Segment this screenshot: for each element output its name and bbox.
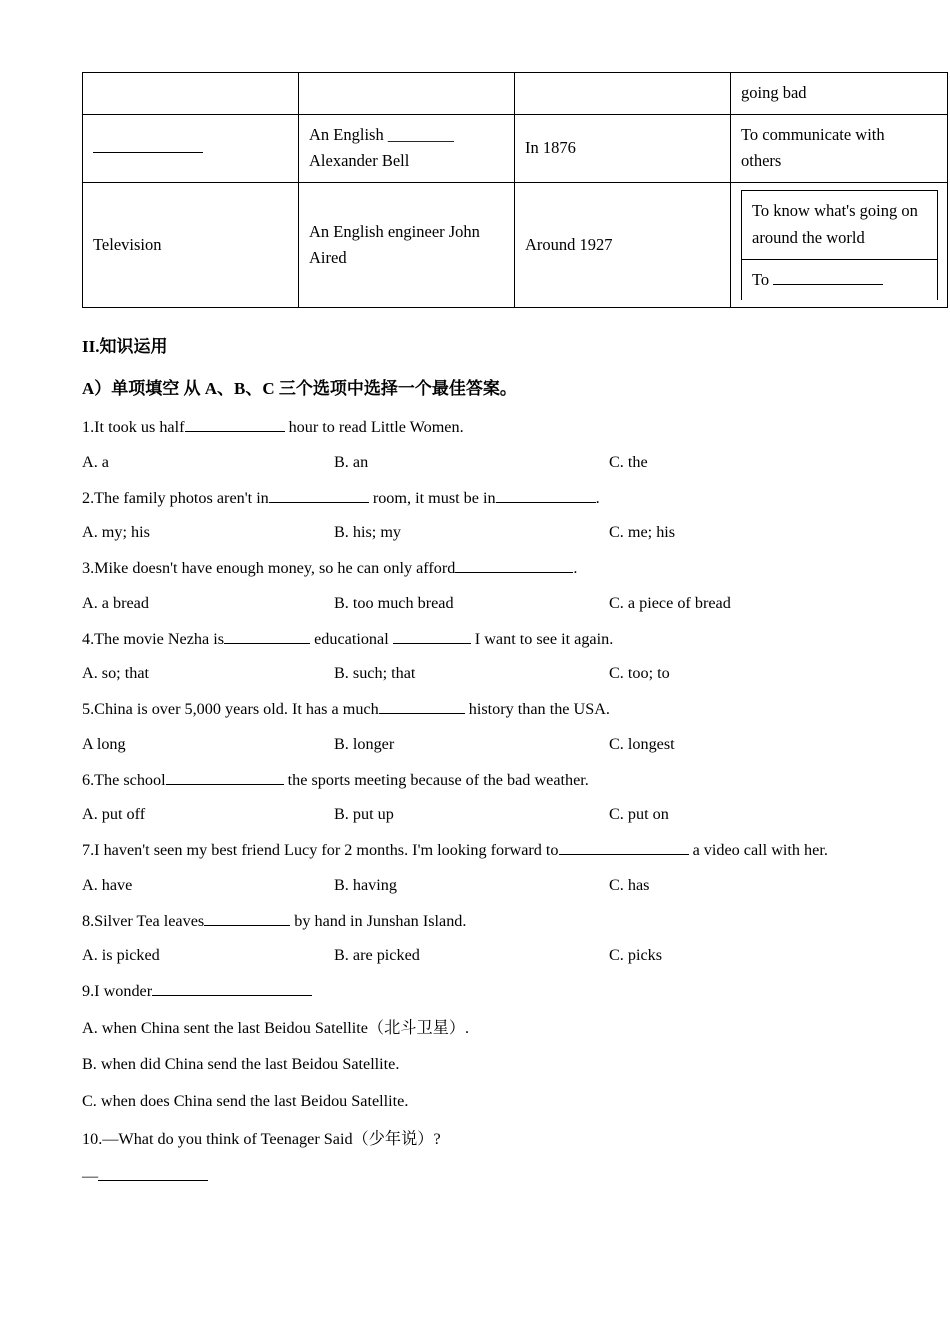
question-stem: —What do you think of Teenager Said（少年说）?: [102, 1130, 441, 1149]
question-stem-tail: the sports meeting because of the bad weather.: [287, 770, 589, 789]
option-c[interactable]: C. a piece of bread: [609, 593, 731, 612]
answer-blank: [224, 643, 310, 644]
option-c[interactable]: C. put on: [609, 805, 669, 824]
purpose-known: [742, 191, 938, 259]
table-cell-purpose: [731, 114, 948, 182]
question-stem-tail: a video call with her.: [692, 841, 828, 860]
inventor-line-2: Aired: [309, 248, 347, 268]
table-row: [83, 183, 948, 308]
question-stem: Mike doesn't have enough money, so he can only afford: [94, 559, 456, 578]
question-stem-tail: .: [595, 488, 600, 507]
question-8: [82, 910, 868, 933]
invention-info-table: [82, 72, 948, 308]
option-a[interactable]: A. a: [82, 452, 109, 471]
option-a[interactable]: A. have: [82, 875, 133, 894]
answer-blank: [455, 572, 573, 573]
question-stem: The movie Nezha is: [94, 629, 225, 648]
question-1: [82, 416, 868, 439]
dash-marker: —: [82, 1166, 99, 1185]
subsection-title-parta: A）单项填空 从 A、B、C 三个选项中选择一个最佳答案。: [82, 378, 517, 398]
question-10: [82, 1128, 868, 1151]
table-cell-time: [515, 73, 731, 115]
question-2: [82, 487, 868, 510]
option-b[interactable]: B. such; that: [334, 664, 416, 683]
question-stem: It took us half: [94, 418, 185, 437]
question-number: 5.: [82, 700, 95, 719]
table-cell-time: In 1876: [515, 114, 731, 182]
option-b[interactable]: B. an: [334, 452, 369, 471]
options-row-5: [82, 735, 868, 754]
question-number: 6.: [82, 770, 95, 789]
section-title-part2: II.知识运用: [82, 337, 168, 357]
question-stem: I wonder: [94, 982, 153, 1001]
fill-blank: [773, 284, 883, 285]
question-stem-tail: history than the USA.: [468, 700, 610, 719]
table-cell-name: Television: [83, 183, 299, 308]
option-b[interactable]: B. too much bread: [334, 593, 454, 612]
options-row-7: [82, 876, 868, 895]
purpose-subrow: [742, 191, 938, 259]
answer-blank: [98, 1180, 208, 1181]
option-b[interactable]: B. his; my: [334, 523, 402, 542]
question-number: 8.: [82, 911, 95, 930]
answer-blank: [379, 713, 465, 714]
question-stem-tail: .: [573, 559, 578, 578]
options-row-2: [82, 523, 868, 542]
table-cell-name: [83, 114, 299, 182]
purpose-subtable: [741, 190, 938, 300]
inventor-line-1: An English engineer John: [309, 221, 480, 241]
answer-blank: [559, 854, 689, 855]
purpose-line-1: To know what's going on: [752, 201, 918, 221]
option-a[interactable]: A long: [82, 734, 126, 753]
option-c[interactable]: C. too; to: [609, 664, 670, 683]
purpose-line-1: To communicate with: [741, 124, 885, 144]
option-c[interactable]: C. me; his: [609, 523, 676, 542]
fill-blank: [93, 152, 203, 153]
question-stem-tail: I want to see it again.: [474, 629, 614, 648]
answer-blank: [152, 995, 312, 996]
answer-blank: [269, 502, 369, 503]
question-number: 10.: [82, 1130, 103, 1149]
option-c[interactable]: C. picks: [609, 946, 663, 965]
purpose-line-2: around the world: [752, 227, 865, 247]
option-a[interactable]: A. is picked: [82, 946, 160, 965]
question-stem-tail: by hand in Junshan Island.: [294, 911, 467, 930]
question-stem: China is over 5,000 years old. It has a much: [94, 700, 379, 719]
question-number: 3.: [82, 559, 95, 578]
options-row-4: [82, 664, 868, 683]
table-cell-name: [83, 73, 299, 115]
option-b[interactable]: B. put up: [334, 805, 394, 824]
question-10-answer-line: [82, 1165, 868, 1188]
option-b[interactable]: B. are picked: [334, 946, 420, 965]
answer-blank: [166, 784, 284, 785]
question-stem: Silver Tea leaves: [94, 911, 205, 930]
table-cell-time: Around 1927: [515, 183, 731, 308]
option-b[interactable]: B. having: [334, 875, 397, 894]
purpose-blank: To: [742, 259, 938, 300]
question-number: 1.: [82, 418, 95, 437]
options-row-3: [82, 594, 868, 613]
option-b[interactable]: B. longer: [334, 734, 395, 753]
option-a[interactable]: A. so; that: [82, 664, 149, 683]
table-cell-purpose: [731, 183, 948, 308]
question-9: [82, 980, 868, 1003]
option-c[interactable]: C. has: [609, 875, 650, 894]
purpose-subrow: [742, 259, 938, 300]
option-b[interactable]: B. when did China send the last Beidou Satellite.: [82, 1055, 400, 1074]
question-6: [82, 769, 868, 792]
options-row-1: [82, 453, 868, 472]
question-4: [82, 628, 868, 651]
purpose-line-2: others: [741, 151, 782, 171]
question-number: 2.: [82, 488, 95, 507]
question-stem: I haven't seen my best friend Lucy for 2 months. I'm looking forward to: [94, 841, 559, 860]
options-row-6: [82, 805, 868, 824]
table-cell-inventor: [299, 183, 515, 308]
option-a[interactable]: A. put off: [82, 805, 146, 824]
option-c[interactable]: C. longest: [609, 734, 675, 753]
question-5: [82, 698, 868, 721]
question-number: 9.: [82, 982, 95, 1001]
options-row-8: [82, 946, 868, 965]
answer-blank: [393, 643, 471, 644]
table-row: [83, 114, 948, 182]
option-c[interactable]: C. when does China send the last Beidou Satellite.: [82, 1091, 409, 1110]
answer-blank: [496, 502, 596, 503]
option-c[interactable]: C. the: [609, 452, 648, 471]
table-row: [83, 73, 948, 115]
question-7: [82, 839, 868, 862]
question-stem-tail: hour to read Little Women.: [288, 418, 464, 437]
table-cell-inventor: [299, 73, 515, 115]
question-number: 7.: [82, 841, 95, 860]
option-a[interactable]: A. when China sent the last Beidou Satellite（北斗卫星）.: [82, 1018, 470, 1037]
table-cell-purpose: going bad: [731, 73, 948, 115]
question-number: 4.: [82, 629, 95, 648]
question-stem-mid: educational: [314, 629, 389, 648]
question-stem: The school: [94, 770, 166, 789]
answer-blank: [185, 431, 285, 432]
question-stem: The family photos aren't in: [94, 488, 269, 507]
inventor-line-2: Alexander Bell: [309, 151, 410, 171]
question-3: [82, 557, 868, 580]
question-stem-mid: room, it must be in: [372, 488, 496, 507]
option-a[interactable]: A. my; his: [82, 523, 150, 542]
answer-blank: [204, 925, 290, 926]
table-cell-inventor: [299, 114, 515, 182]
inventor-line-1: An English ________: [309, 124, 454, 144]
option-a[interactable]: A. a bread: [82, 593, 149, 612]
